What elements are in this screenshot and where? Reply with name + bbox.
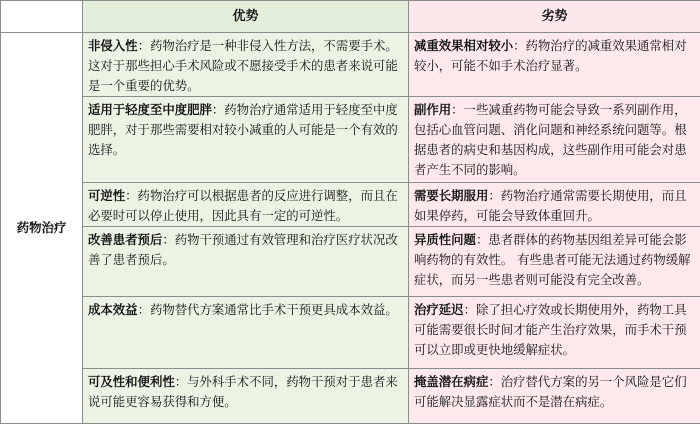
table-row — [1, 227, 700, 297]
advantage-term: 成本效益 — [88, 302, 138, 317]
disadvantage-cell — [409, 97, 700, 183]
header-advantages: 优势 — [83, 1, 409, 33]
advantage-text: ：药物替代方案通常比手术干预更具成本效益。 — [137, 302, 398, 317]
advantage-term: 可及性和便利性 — [88, 374, 175, 389]
disadvantage-cell — [409, 33, 700, 97]
header-disadvantages: 劣势 — [409, 1, 700, 33]
disadvantage-text: ：药物治疗的减重效果通常相对较小，可能不如手术治疗显著。 — [414, 38, 687, 73]
disadvantage-text: ：患者群体的药物基因组差异可能会影响药物的有效性。 有些患者可能无法通过药物缓解症状，而另一些患者则可能没有完全改善。 — [414, 232, 691, 287]
disadvantage-text: ：一些减重药物可能会导致一系列副作用，包括心血管问题、消化问题和神经系统问题等。根据患者的病史和基因构成，这些副作用可能会对患者产生不同的影响。 — [414, 102, 687, 177]
table-row — [1, 183, 700, 227]
table-row — [1, 33, 700, 97]
row-label-drug-therapy: 药物治疗 — [1, 33, 83, 424]
advantage-cell — [83, 297, 409, 369]
disadvantage-term: 减重效果相对较小 — [414, 38, 514, 53]
disadvantage-term: 副作用 — [414, 102, 452, 117]
disadvantage-term: 异质性问题 — [414, 232, 476, 247]
disadvantage-term: 掩盖潜在病症 — [414, 374, 489, 389]
advantage-cell — [83, 369, 409, 424]
header-corner-cell — [1, 1, 83, 33]
disadvantage-cell — [409, 183, 700, 227]
header-row — [1, 1, 700, 33]
disadvantage-cell — [409, 227, 700, 297]
advantage-text: ：药物治疗可以根据患者的反应进行调整，而且在必要时可以停止使用，因此具有一定的可逆性。 — [88, 188, 398, 223]
advantage-text: ：与外科手术不同，药物干预对于患者来说可能更容易获得和方便。 — [88, 374, 398, 409]
advantage-text: ：药物干预通过有效管理和治疗医疗状况改善了患者预后。 — [88, 232, 398, 267]
disadvantage-term: 需要长期服用 — [414, 188, 489, 203]
disadvantage-term: 治疗延迟 — [414, 302, 464, 317]
advantage-term: 非侵入性 — [88, 38, 138, 53]
advantage-cell — [83, 97, 409, 183]
advantage-cell — [83, 227, 409, 297]
disadvantage-text: ：药物治疗通常需要长期使用，而且如果停药，可能会导致体重回升。 — [414, 188, 687, 223]
advantage-term: 改善患者预后 — [88, 232, 163, 247]
advantage-term: 可逆性 — [88, 188, 126, 203]
advantage-term: 适用于轻度至中度肥胖 — [88, 102, 212, 117]
table-row — [1, 97, 700, 183]
advantage-cell — [83, 183, 409, 227]
disadvantage-text: ：除了担心疗效或长期使用外，药物工具可能需要很长时间才能产生治疗效果，而手术干预可以立即或更快地缓解症状。 — [414, 302, 687, 357]
disadvantage-cell — [409, 369, 700, 424]
advantage-text: ：药物治疗通常适用于轻度至中度肥胖，对于那些需要相对较小减重的人可能是一个有效的选择。 — [88, 102, 398, 157]
advantage-cell — [83, 33, 409, 97]
advantage-text: ：药物治疗是一种非侵入性方法，不需要手术。这对于那些担心手术风险或不愿接受手术的患者来说可能是一个重要的优势。 — [88, 38, 398, 93]
table-row — [1, 369, 700, 424]
table-row — [1, 297, 700, 369]
disadvantage-cell — [409, 297, 700, 369]
disadvantage-text: ：治疗替代方案的另一个风险是它们可能解决显露症状而不是潜在病症。 — [414, 374, 687, 409]
